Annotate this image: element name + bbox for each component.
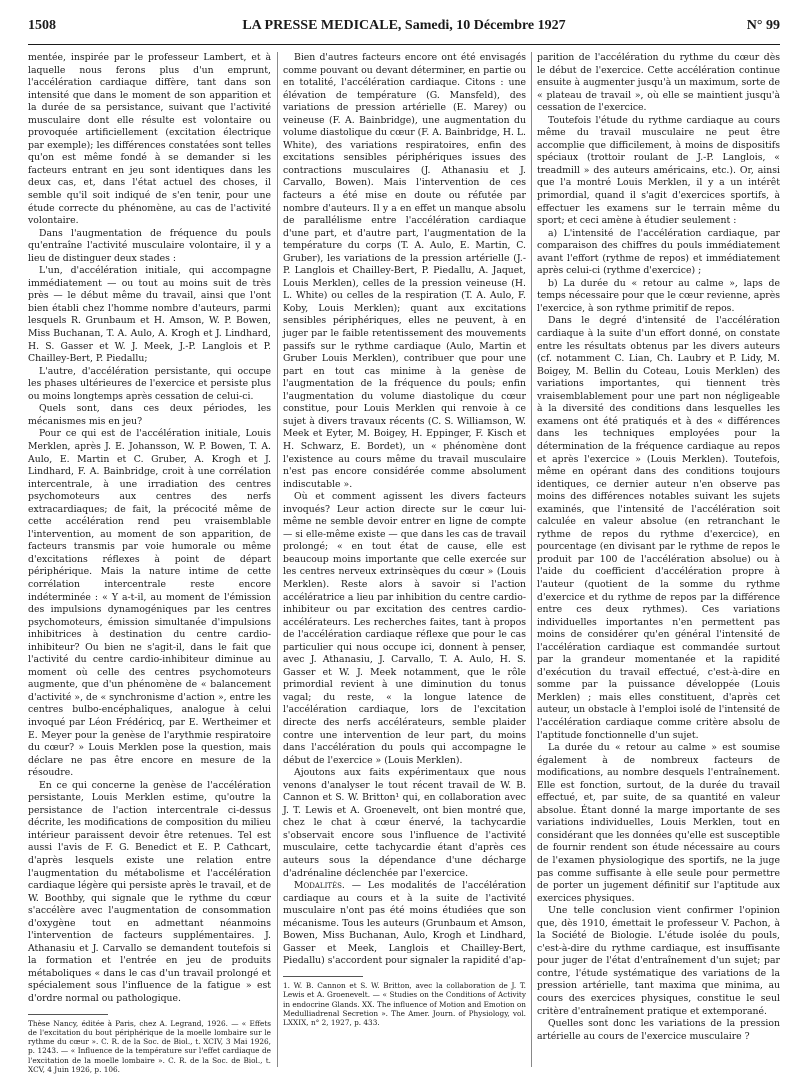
paragraph: Quels sont, dans ces deux périodes, les mécanismes mis en jeu? — [28, 403, 271, 427]
paragraph: a) L'intensité de l'accélération cardiaque, par comparaison des chiffres du pouls immédiatement avant l'effort (rythme de repos) et immédiatement après celui-ci (rythme d'exercice) ; — [537, 227, 780, 277]
paragraph: Où et comment agissent les divers facteurs invoqués? Leur action directe sur le cœur lui-même ne semble devoir entrer en ligne de compte — si elle-même existe — que dans les cas de travail prolongé; « en tout état de cause, elle est beaucoup moins importante que celle exercée sur les centres nerveux extrinsèques du cœur » (Louis Merklen). Reste alors à savoir si l'action accélératrice a lieu par inhibition du centre cardio-inhibiteur ou par excitation des centres cardio-accélérateurs. Les recherches faites, tant à propos de l'accélération cardiaque réflexe que pour le cas particulier qui nous occupe ici, donnent à penser, avec J. Athanasiu, J. Carvallo, T. A. Aulo, H. S. Gasser et W. J. Meek notamment, que le rôle primordial revient à une diminution du tonus vagal; du reste, « la longue latence de l'accélération cardiaque, lors de l'excitation directe des nerfs accélérateurs, semble plaider contre une intervention de leur part, du moins dans l'accélération du pouls qui accompagne le début de l'exercice » (Louis Merklen). — [283, 491, 526, 766]
footnote-rule — [28, 1014, 108, 1015]
paragraph: Ajoutons aux faits expérimentaux que nous venons d'analyser le tout récent travail de W. B. Cannon et S. W. Britton¹ qui, en collaboration avec J. T. Lewis et A. Groenevelt, ont bien montré que, chez le chat à cœur énervé, la tachycardie s'observait encore sous l'influence de l'activité musculaire, cette tachycardie étant d'après ces auteurs sous la dépendance d'une décharge d'adrénaline déclenchée par l'exercice. — [283, 767, 526, 879]
paragraph: Dans l'augmentation de fréquence du pouls qu'entraîne l'activité musculaire volontaire, il y a lieu de distinguer deux stades : — [28, 227, 271, 264]
paragraph: La durée du « retour au calme » est soumise également à de nombreux facteurs de modifications, au nombre desquels l'entraînement. Elle est fonction, surtout, de la durée du travail effectué, et, par suite, de sa quantité en valeur absolue. Étant donné la marge importante de ses variations individuelles, Louis Merklen, tout en considérant que les données qu'elle est susceptible de fournir rendent son étude nécessaire au cours de l'examen physiologique des sportifs, ne la juge pas comme suffisante à elle seule pour permettre de porter un jugement définitif sur l'aptitude aux exercices physiques. — [537, 742, 780, 904]
column-divider — [531, 52, 532, 1067]
footnote: Thèse Nancy, éditée à Paris, chez A. Legrand, 1926. — « Effets de l'excitation du bout périphérique de la moelle lombaire sur le rythme du cœur ». C. R. de la Soc. de Biol., t. XCIV, 3 Mai 1926, p. 1243. — « Influence de la température sur l'effet cardiaque de l'excitation de la moelle lombaire ». C. R. de la Soc. de Biol., t. XCV, 4 Juin 1926, p. 106. — [28, 1018, 271, 1075]
header-rule — [28, 44, 780, 45]
column-2 — [283, 52, 526, 1027]
paragraph: parition de l'accélération du rythme du cœur dès le début de l'exercice. Cette accélération continue ensuite à augmenter jusqu'à un maximum, sorte de « plateau de travail », où elle se maintient jusqu'à cessation de l'exercice. — [537, 52, 780, 114]
paragraph: Bien d'autres facteurs encore ont été envisagés comme pouvant ou devant déterminer, en partie ou en totalité, l'accélération cardiaque. Citons : une élévation de température (G. Mansfeld), des variations de pression artérielle (E. Marey) ou veineuse (F. A. Bainbridge), une augmentation du volume diastolique du cœur (F. A. Bainbridge, H. L. White), des variations respiratoires, enfin des excitations sensibles périphériques issues des contractions musculaires (J. Athanasiu et J. Carvallo, Bowen). Mais l'intervention de ces facteurs a été mise en doute ou réfutée par nombre d'auteurs. Il y a en effet un manque absolu de parallélisme entre l'accélération cardiaque d'une part, et d'autre part, l'augmentation de la température du corps (T. A. Aulo, E. Martin, C. Gruber), les variations de la pression artérielle (J.-P. Langlois et Chailley-Bert, P. Piedallu, A. Jaquet, Louis Merklen), celles de la pression veineuse (H. L. White) ou celles de la respiration (T. A. Aulo, F. Koby, Louis Merklen); quant aux excitations sensibles périphériques, elles ne peuvent, à en juger par le faible retentissement des mouvements passifs sur le rythme cardiaque (Aulo, Martin et Gruber Louis Merklen), contribuer que pour une part en tout cas minime à la genèse de l'augmentation de la fréquence du pouls; enfin l'augmentation du volume diastolique du cœur constitue, pour Louis Merklen qui renvoie à ce sujet à divers travaux récents (C. S. Williamson, W. Meek et Eyter, M. Boigey, H. Eppinger, F. Kisch et H. Schwarz, E. Bordet), un « phénomène dont l'existence au cours même du travail musculaire n'est pas encore considérée comme absolument indiscutable ». — [283, 52, 527, 490]
column-divider — [277, 52, 278, 1067]
column-3 — [537, 52, 780, 1043]
paragraph: En ce qui concerne la genèse de l'accélération persistante, Louis Merklen estime, qu'outre la persistance de l'action intercentrale ci-dessus décrite, les modifications de composition du milieu intérieur paraissent devoir être retenues. Tel est aussi l'avis de F. G. Benedict et E. P. Cathcart, d'après lesquels existe une relation entre l'augmentation du métabolisme et l'accélération cardiaque légère qui persiste après le travail, et de W. Boothby, qui signale que le rythme du cœur s'accélère avec l'augmentation de consommation d'oxygène tout en admettant néanmoins l'intervention de facteurs supplémentaires. J. Athanasiu et J. Carvallo se demandent toutefois si la formation et l'entrée en jeu de produits métaboliques « dans le cas d'un travail prolongé et spécialement sous l'influence de la fatigue » est d'ordre normal ou pathologique. — [28, 779, 271, 1005]
paragraph: Pour ce qui est de l'accélération initiale, Louis Merklen, après J. E. Johansson, W. P. Bowen, T. A. Aulo, E. Martin et C. Gruber, A. Krogh et J. Lindhard, F. A. Bainbridge, croit à une corrélation intercentrale, à une irradiation des centres psychomoteurs aux centres des nerfs extracardiaques; de fait, la précocité même de cette accélération rend peu vraisemblable l'intervention, au moment de son apparition, de facteurs transmis par voie humorale ou même d'excitations réflexes à point de départ périphérique. Mais la nature intime de cette corrélation intercentrale reste encore indéterminée : « Y a-t-il, au moment de l'émission des impulsions dynamogéniques par les centres psychomoteurs, émission simultanée d'impulsions inhibitrices à destination du centre cardio-inhibiteur? Ou bien ne s'agit-il, dans le fait que l'activité du centre cardio-inhibiteur diminue au moment où celle des centres psychomoteurs augmente, que d'un phénomène de « balancement d'activité », de « synchronisme d'action », entre les centres bulbo-encéphaliques, analogue à celui invoqué par Léon Frédéricq, par E. Wertheimer et E. Meyer pour la genèse de l'arythmie respiratoire du cœur? » Louis Merklen pose la question, mais déclare ne pas être encore en mesure de la résoudre. — [28, 428, 271, 779]
paragraph: b) La durée du « retour au calme », laps de temps nécessaire pour que le cœur revienne, après l'exercice, à son rythme primitif de repos. — [537, 277, 780, 314]
section-heading: Modalités. — [294, 880, 345, 892]
paragraph: Toutefois l'étude du rythme cardiaque au cours même du travail musculaire ne peut être accomplie que difficilement, à moins de dispositifs spéciaux (trottoir roulant de J.-P. Langlois, « treadmill » des auteurs américains, etc.). Or, ainsi que l'a montré Louis Merklen, il y a un intérêt primordial, quand il s'agit d'exercices sportifs, à effectuer les examens sur le terrain même du sport; et ceci amène à étudier seulement : — [537, 114, 780, 227]
paragraph: Dans le degré d'intensité de l'accélération cardiaque à la suite d'un effort donné, on constate entre les résultats obtenus par les divers auteurs (cf. notamment C. Lian, Ch. Laubry et P. Lidy, M. Boigey, M. Bellin du Coteau, Louis Merklen) des variations importantes, qui tiennent très vraisemblablement pour une part non négligeable à la diversité des conditions dans lesquelles les examens ont été pratiqués et à des « différences dans les techniques employées pour la détermination de la fréquence cardiaque au repos et après l'exercice » (Louis Merklen). Toutefois, même en opérant dans des conditions toujours identiques, ce dernier auteur n'en observe pas moins des différences notables suivant les sujets examinés, que l'intensité de l'accélération soit calculée en valeur absolue (en retranchant le rythme de repos du rythme d'exercice), en pourcentage (en divisant par le rythme de repos le produit par 100 de l'accélération absolue) ou à l'aide du coefficient d'accélération propre à l'auteur (quotient de la somme du rythme d'exercice et du rythme de repos par la différence entre ces deux rythmes). Ces variations individuelles importantes n'en permettent pas moins de considérer qu'en général l'intensité de l'accélération cardiaque est commandée surtout par la grandeur momentanée et la rapidité d'exécution du travail effectué, c'est-à-dire en somme par la puissance développée (Louis Merklen) ; mais elles constituent, d'après cet auteur, un obstacle à l'emploi isolé de l'intensité de l'accélération cardiaque comme critère absolu de l'aptitude fonctionnelle d'un sujet. — [537, 315, 780, 741]
paragraph-text: — Les modalités de l'accélération cardiaque au cours et à la suite de l'activité musculaire n'ont pas été moins étudiées que son mécanisme. Tous les auteurs (Grunbaum et Amson, Bowen, Miss Buchanan, Aulo, Krogh et Lindhard, Gasser et Meek, Langlois et Chailley-Bert, Piedallu) s'accordent pour signaler la rapidité d'ap- — [283, 880, 526, 967]
paragraph: mentée, inspirée par le professeur Lambert, et à laquelle nous ferons plus d'un emprunt, l'accélération cardiaque diffère, tant dans son intensité que dans le moment de son apparition et la durée de sa persistance, suivant que l'activité musculaire dont elle résulte est volontaire ou provoquée artificiellement (excitation électrique par exemple); les différences constatées sont telles qu'on est même fondé à se demander si les facteurs entrant en jeu sont identiques dans les deux cas, et, dans l'état actuel des choses, il semble qu'il soit indiqué de s'en tenir, pour une étude correcte du phénomène, au cas de l'activité volontaire. — [28, 52, 271, 227]
paragraph: Une telle conclusion vient confirmer l'opinion que, dès 1910, émettait le professeur V. Pachon, à la Société de Biologie. L'étude isolée du pouls, c'est-à-dire du rythme cardiaque, est insuffisante pour juger de l'état d'entraînement d'un sujet; par contre, l'étude systématique des variations de la pression artérielle, tant maxima que minima, au cours des exercices physiques, constitue le seul critère d'entraînement pratique et extemporané. — [537, 905, 780, 1017]
paragraph: L'autre, d'accélération persistante, qui occupe les phases ultérieures de l'exercice et persiste plus ou moins longtemps après cessation de celui-ci. — [28, 365, 271, 402]
page-number: 1508 — [28, 18, 56, 33]
paragraph: L'un, d'accélération initiale, qui accompagne immédiatement — ou tout au moins suit de très près — le début même du travail, ainsi que l'ont bien établi chez l'homme nombre d'auteurs, parmi lesquels R. Grunbaum et H. Amson, W. P. Bowen, Miss Buchanan, T. A. Aulo, A. Krogh et J. Lindhard, H. S. Gasser et W. J. Meek, J.-P. Langlois et P. Chailley-Bert, P. Piedallu; — [28, 265, 271, 365]
paragraph: Quelles sont donc les variations de la pression artérielle au cours de l'exercice musculaire ? — [537, 1018, 780, 1042]
paragraph — [283, 880, 526, 968]
journal-title: LA PRESSE MEDICALE, Samedi, 10 Décembre 1927 — [242, 18, 566, 33]
footnote: 1. W. B. Cannon et S. W. Britton, avec la collaboration de J. T. Lewis et A. Groenevelt. — « Studies on the Conditions of Activity in endocrine Glands. XX. The influence of Motion and Emotion on Medulliadrenal Secretion ». The Amer. Journ. of Physiology, vol. LXXIX, n° 2, 1927, p. 433. — [283, 980, 526, 1028]
issue-number: N° 99 — [746, 18, 780, 33]
running-header — [28, 18, 780, 38]
column-1 — [28, 52, 271, 1074]
footnote-rule — [283, 976, 363, 977]
